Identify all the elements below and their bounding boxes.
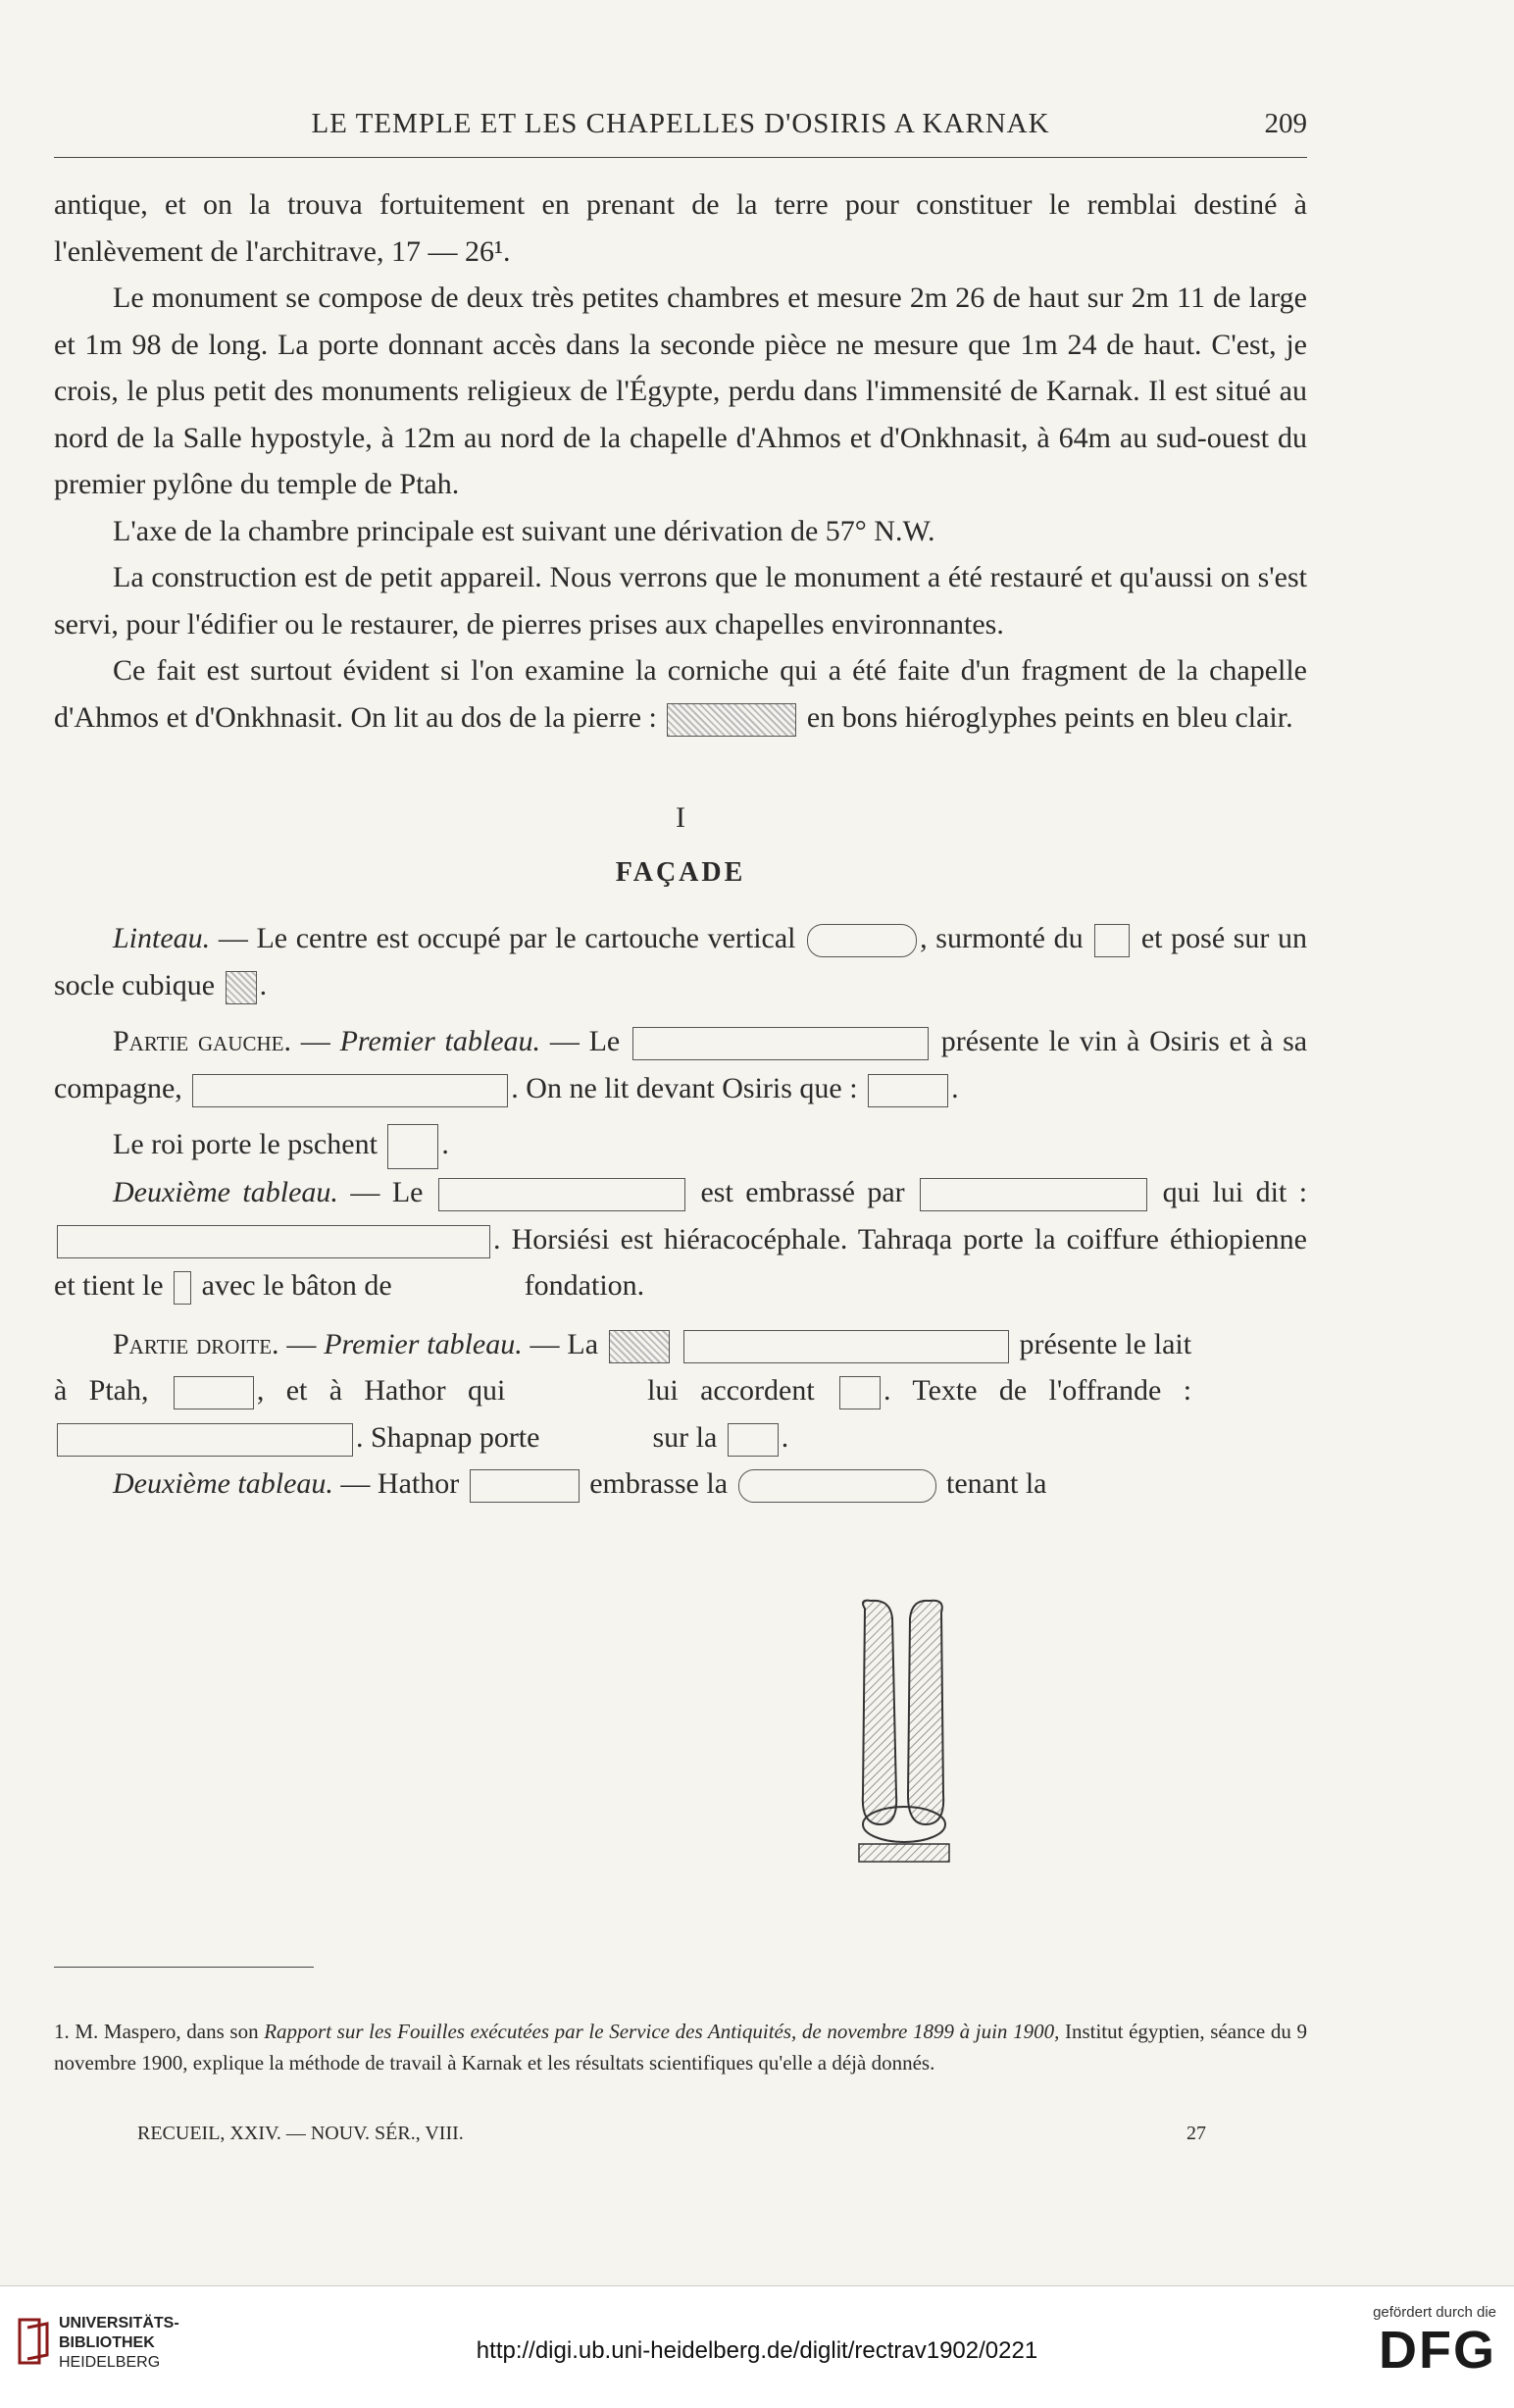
dfg-logo: DFG [1379, 2321, 1496, 2380]
dash-2: — [286, 1327, 325, 1360]
right-part-label: Partie droite. [113, 1327, 279, 1360]
right-second-tableau [54, 1460, 1307, 1508]
glyph-symbol [1094, 924, 1130, 957]
lintel-text: — Le centre est occupé par le cartouche vertical [218, 922, 796, 954]
text-osiris: . On ne lit devant Osiris que : [511, 1071, 858, 1104]
text-lait: présente le lait à Ptah, [54, 1327, 1192, 1408]
footnote-rule [54, 1967, 314, 1968]
text-period-3: . [781, 1420, 789, 1454]
text-period-2: . [441, 1128, 449, 1160]
running-header [54, 108, 1307, 147]
ankh-glyph [174, 1271, 191, 1305]
header-rule [54, 157, 1307, 158]
lintel-paragraph [54, 915, 1307, 1008]
footnote-title: Rapport sur les Fouilles exécutées par le Service des Antiquités, de novembre 1899 à juin 1900, [264, 2020, 1060, 2043]
text-hathor-2: — Hathor [340, 1467, 460, 1501]
signature-mark: RECUEIL, XXIV. — NOUV. SÉR., VIII. [137, 2123, 464, 2144]
footnote-text-1: 1. M. Maspero, dans son [54, 2020, 265, 2043]
right-part-paragraph [54, 1321, 1191, 1461]
left-second-tableau [54, 1169, 1307, 1309]
text-horsiesi: . Horsiési est hiéracocéphale. Tahraqa porte la coiffure éthiopienne et tient le [54, 1222, 1307, 1303]
paragraph-3: L'axe de la chambre principale est suivant une dérivation de 57° N.W. [113, 514, 935, 547]
lintel-text-3: et posé sur un socle cubique [54, 922, 1308, 1001]
lintel-label: Linteau. [113, 922, 211, 954]
hathor-glyphs [470, 1469, 580, 1503]
running-title: LE TEMPLE ET LES CHAPELLES D'OSIRIS A KARNAK [311, 108, 1050, 139]
library-line-1: UNIVERSITÄTS- [59, 2315, 179, 2331]
pschent-crown-glyph [387, 1124, 438, 1169]
text-offrande: . Texte de l'offrande : [883, 1374, 1192, 1408]
footnote-text-2: Institut égyptien, séance du 9 novembre 1900, explique la méthode de travail à Karnak et les résultats scientifiques qu'elle a déjà donnés. [54, 2020, 1307, 2075]
text-pschent: Le roi porte le pschent [113, 1128, 378, 1160]
cartouche-glyph-2 [738, 1469, 936, 1503]
page-footer [137, 2123, 1206, 2145]
footnote [54, 2016, 1307, 2078]
royal-name-glyphs [632, 1027, 929, 1060]
text-hathor: , et à Hathor qui [256, 1374, 506, 1408]
paragraph-1: antique, et on la trouva fortuitement en prenant de la terre pour constituer le remblai destiné à l'enlèvement de l'architrave, 17 — 26¹. [54, 188, 1307, 268]
paragraph-5 [54, 647, 1307, 741]
paragraph-2: Le monument se compose de deux très petites chambres et mesure 2m 26 de haut sur 2m 11 de large et 1m 98 de long. La porte donnant accès dans la seconde pièce ne mesure que 1m 24 de haut. C'est, je crois, le plus petit des monuments religieux de l'Égypte, perdu dans l'immensité de Karnak. Il est situé au nord de la Salle hypostyle, à 12m au nord de la chapelle d'Ahmos et d'Onkhnasit, à 64m au sud-ouest du premier pylône du temple de Ptah. [54, 282, 1307, 500]
text-accordent: lui accordent [647, 1374, 815, 1408]
text-embrasse: est embrassé par [700, 1176, 905, 1209]
text-la: — La [530, 1327, 599, 1360]
second-tableau-label: Deuxième tableau. [113, 1176, 338, 1209]
cartouche-glyph [807, 924, 917, 957]
dash: — [300, 1025, 340, 1057]
dfg-sponsor [1373, 2304, 1496, 2380]
goddess-name-glyphs [192, 1074, 508, 1107]
text-embrasse-la: embrasse la [589, 1467, 729, 1501]
damaged-glyph [609, 1330, 670, 1363]
double-plume-crown-figure [851, 1599, 957, 1864]
lintel-text-2: , surmonté du [920, 922, 1084, 954]
text-presente-vin: présente le vin à Osiris et à sa compagne, [54, 1025, 1308, 1104]
horsiesi-glyphs [920, 1178, 1147, 1211]
ankh-glyphs [839, 1376, 881, 1409]
text-period: . [951, 1071, 959, 1104]
osiris-glyphs [868, 1074, 948, 1107]
main-text [54, 181, 1307, 1508]
library-line-2: BIBLIOTHEK [59, 2334, 155, 2351]
text-sur-la: sur la [652, 1420, 718, 1454]
first-tableau-label-2: Premier tableau. [324, 1327, 523, 1360]
text-tenant: tenant la [946, 1467, 1047, 1501]
offering-glyphs [57, 1423, 353, 1457]
paragraph-4: La construction est de petit appareil. Nous verrons que le monument a été restauré et qu'aussi on s'est servi, pour l'édifier ou le restaurer, de pierres prises aux chapelles environnantes. [54, 561, 1307, 640]
text-shapnap: . Shapnap porte [356, 1420, 540, 1454]
left-part-label: Partie gauche. [113, 1025, 292, 1057]
first-tableau-label: Premier tableau. [339, 1025, 541, 1057]
paragraph-5-text-end: en bons hiéroglyphes peints en bleu clair. [806, 700, 1293, 734]
pschent-paragraph [54, 1121, 1307, 1169]
paragraph-5-text: Ce fait est surtout évident si l'on examine la corniche qui a été faite d'un fragment de la chapelle d'Ahmos et d'Onkhnasit. On lit au dos de la pierre : [54, 654, 1307, 734]
bird-glyph [728, 1423, 779, 1457]
sponsor-caption: gefördert durch die [1373, 2304, 1496, 2321]
queen-cartouche-glyphs [683, 1330, 1009, 1363]
text-le-2: — Le [350, 1176, 424, 1209]
socle-glyph [226, 971, 257, 1004]
speech-glyphs [57, 1225, 490, 1258]
text-baton: avec le bâton de [201, 1269, 392, 1303]
section-heading: FAÇADE [615, 856, 746, 888]
library-line-3: HEIDELBERG [59, 2354, 161, 2371]
ptah-glyphs [174, 1376, 254, 1409]
gathering-number: 27 [1186, 2123, 1206, 2144]
digitization-bar [0, 2285, 1514, 2408]
king-cartouche-glyphs [438, 1178, 685, 1211]
hieroglyph-inscription-image [667, 703, 796, 737]
text-le: — Le [549, 1025, 621, 1057]
second-tableau-label-2: Deuxième tableau. [113, 1467, 333, 1501]
section-number: I [676, 801, 685, 834]
text-lui-dit: qui lui dit : [1162, 1176, 1308, 1209]
lintel-text-4: . [259, 968, 268, 1001]
left-part-paragraph [54, 1018, 1307, 1111]
permalink-url[interactable]: http://digi.ub.uni-heidelberg.de/diglit/rectrav1902/0221 [476, 2337, 1038, 2364]
page-number: 209 [1264, 108, 1307, 139]
text-fondation: fondation. [524, 1269, 645, 1303]
